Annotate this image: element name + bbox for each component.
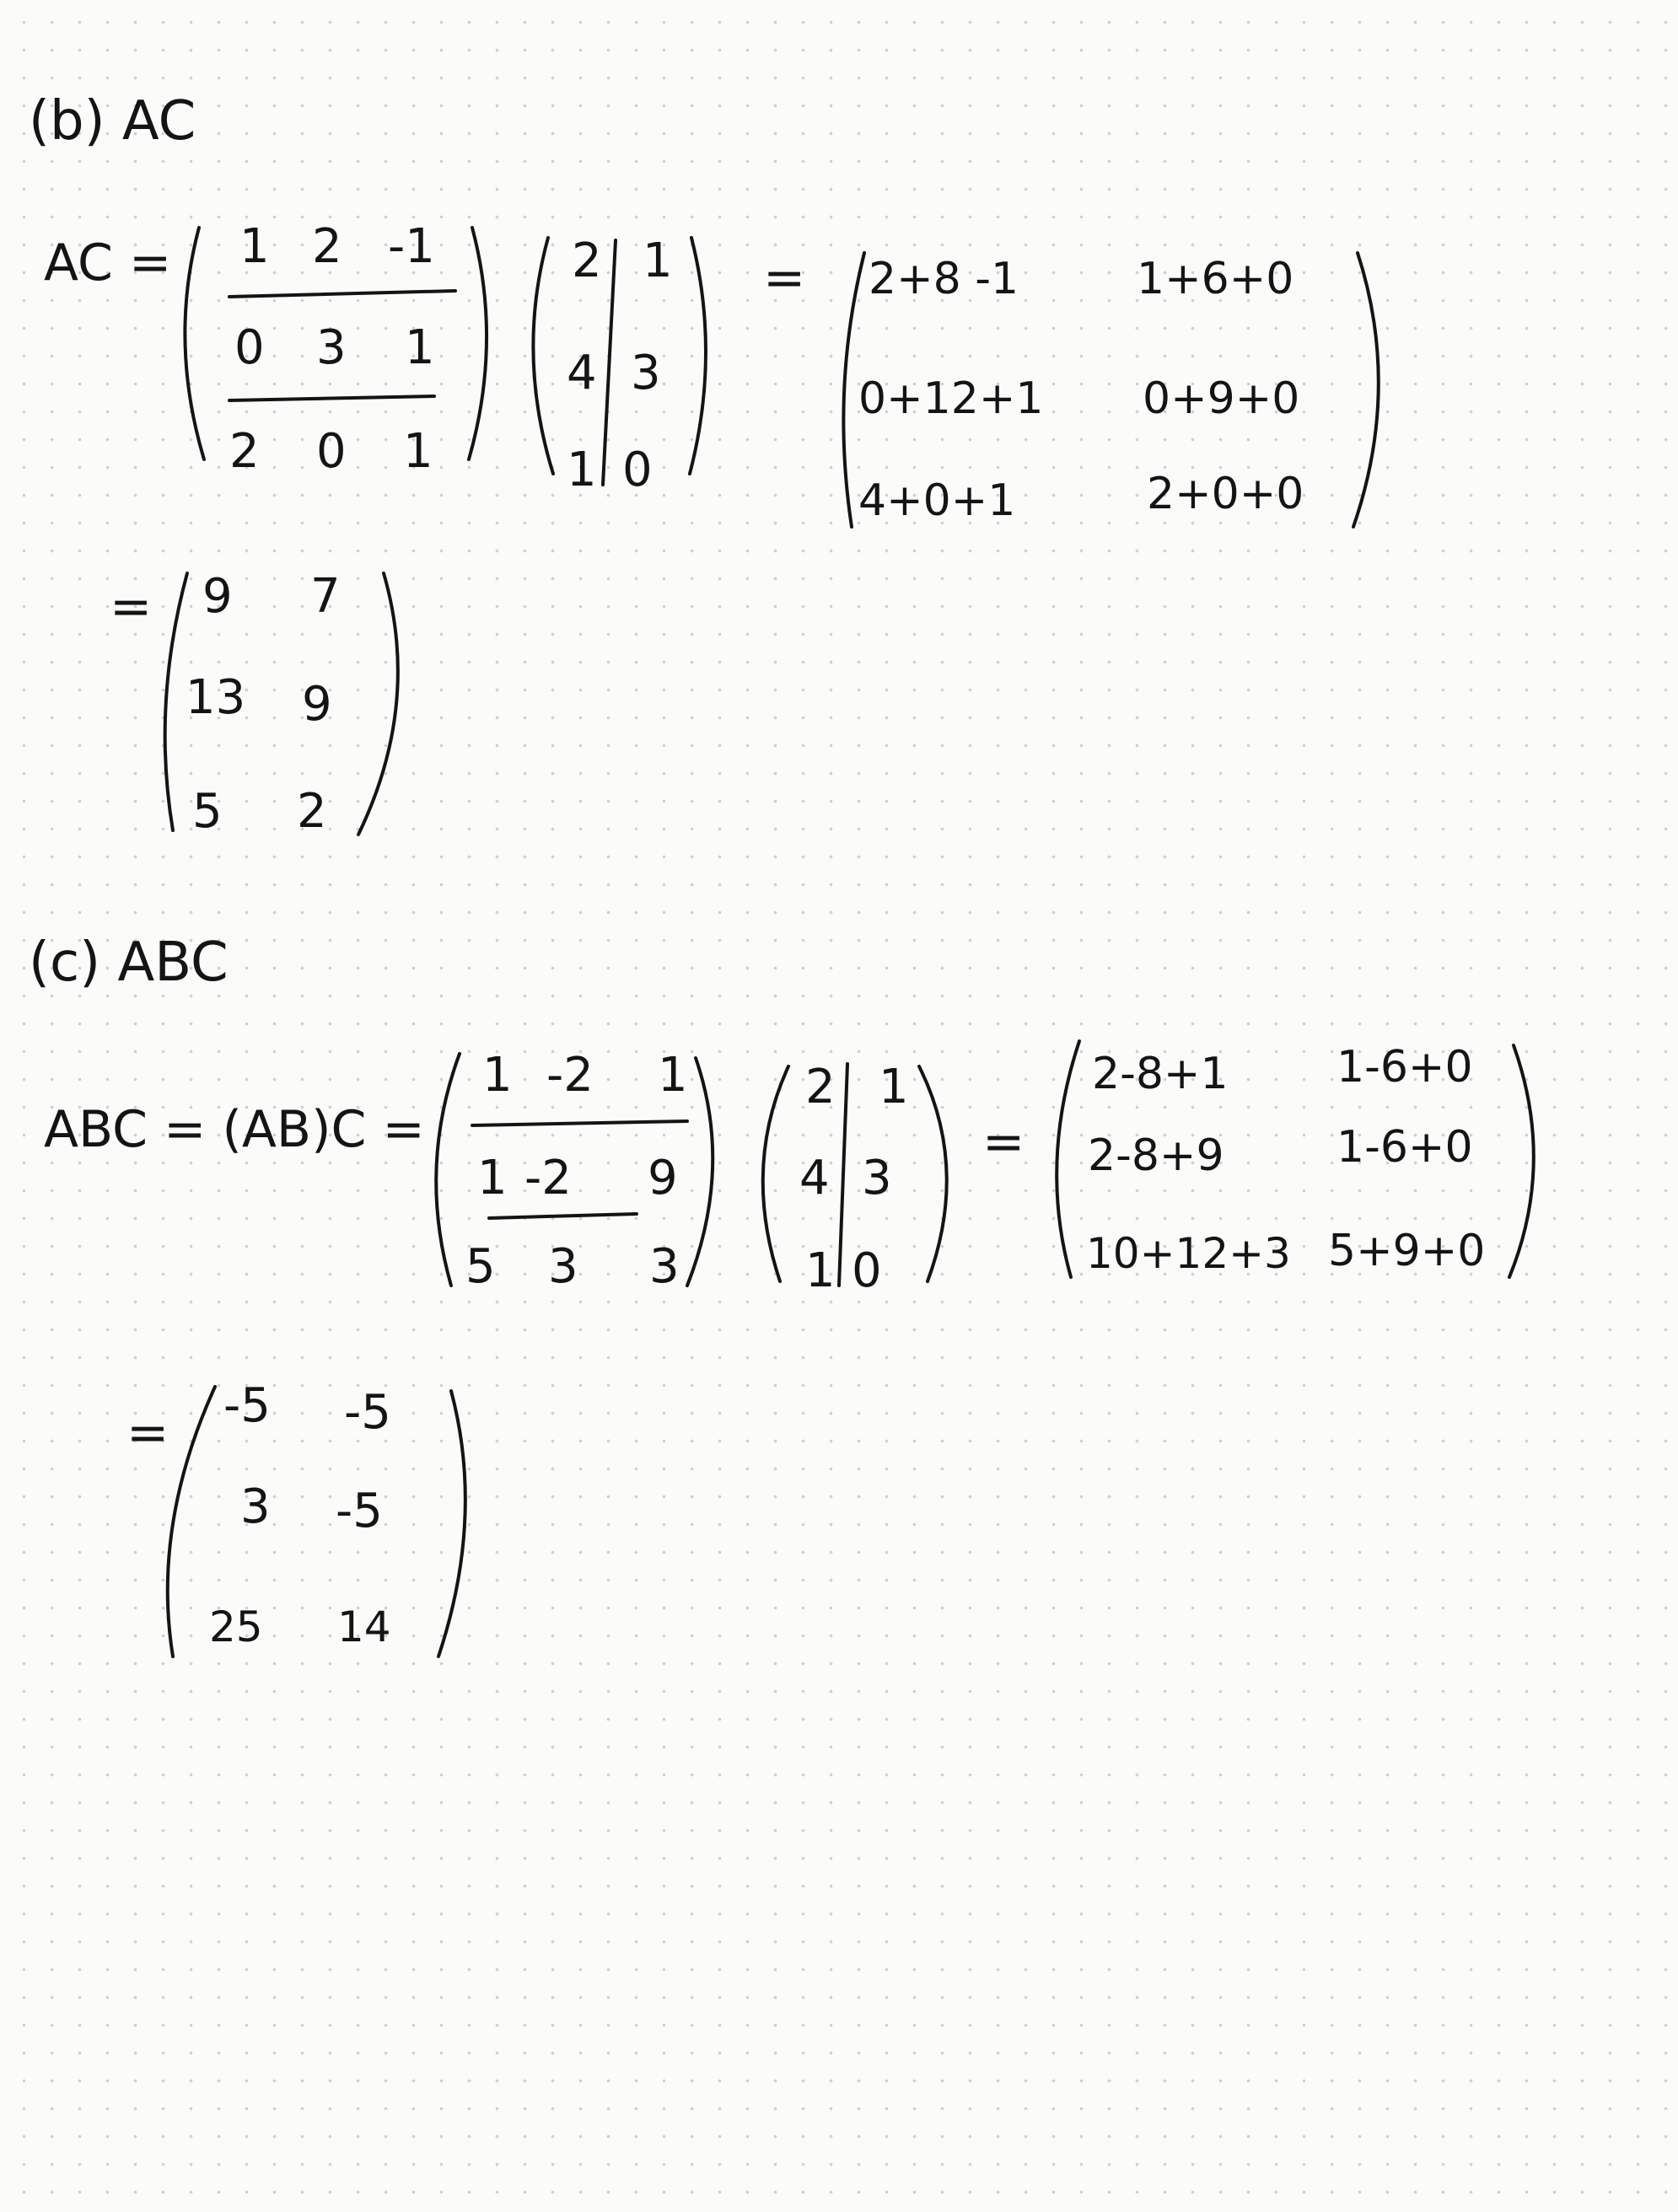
expansion-cell: 0+9+0 <box>1143 373 1300 424</box>
matrix-a-cell: 0 <box>234 320 265 375</box>
result-right-bracket <box>358 573 398 835</box>
matrix-ab-cell: 1 <box>658 1048 688 1103</box>
expansion-right-bracket <box>1509 1045 1534 1277</box>
matrix-a-cell: 1 <box>239 219 270 274</box>
result-cell: 7 <box>310 569 341 624</box>
matrix-a-cell: 2 <box>229 424 260 479</box>
expansion-cell: 10+12+3 <box>1086 1229 1291 1278</box>
equals-sign: = <box>763 249 806 308</box>
matrix-c-left-bracket <box>533 238 553 474</box>
expansion-cell: 0+12+1 <box>858 373 1044 424</box>
expansion-left-bracket <box>1057 1041 1079 1277</box>
matrix-c-cell: 0 <box>852 1243 882 1298</box>
matrix-c-right-bracket <box>690 238 706 474</box>
expansion-cell: 2-8+1 <box>1092 1049 1229 1099</box>
expansion-cell: 1+6+0 <box>1137 254 1294 304</box>
matrix-c-cell: 2 <box>572 234 602 288</box>
matrix-a-cell: -1 <box>388 219 435 274</box>
matrix-ab-cell: 1 <box>482 1048 513 1103</box>
part-b-heading: (b) AC <box>29 90 196 153</box>
result-cell: 13 <box>186 670 246 725</box>
part-b-lhs: AC = <box>44 234 172 293</box>
matrix-a-right-bracket <box>469 228 487 459</box>
matrix-c-left-bracket <box>763 1066 788 1281</box>
equals-sign: = <box>126 1404 169 1463</box>
result-cell: 3 <box>240 1479 271 1534</box>
matrix-a-row-separator <box>229 291 455 297</box>
matrix-ab-cell: 9 <box>648 1151 678 1205</box>
result-cell: 9 <box>202 569 233 624</box>
result-cell: -5 <box>336 1484 383 1538</box>
result-right-bracket <box>438 1391 465 1656</box>
matrix-ab-left-bracket <box>436 1054 460 1286</box>
matrix-c-cell: 0 <box>622 443 653 497</box>
matrix-c-cell: 4 <box>799 1151 830 1205</box>
matrix-ab-cell: -2 <box>546 1048 594 1103</box>
matrix-c-column-divider <box>603 240 616 485</box>
matrix-c-cell: 3 <box>631 346 661 400</box>
matrix-a-cell: 1 <box>405 320 435 375</box>
matrix-c-cell: 1 <box>805 1243 836 1298</box>
matrix-c-column-divider <box>839 1064 847 1286</box>
matrix-a-left-bracket <box>185 228 204 459</box>
matrix-a-cell: 0 <box>316 424 347 479</box>
result-cell: 5 <box>192 784 223 839</box>
result-cell: -5 <box>223 1378 271 1433</box>
matrix-a-cell: 1 <box>403 424 433 479</box>
expansion-right-bracket <box>1353 253 1379 527</box>
matrix-c-cell: 2 <box>805 1060 836 1114</box>
expansion-cell: 2+0+0 <box>1147 469 1304 519</box>
matrix-ab-cell: -2 <box>524 1151 572 1205</box>
matrix-c-cell: 1 <box>567 443 597 497</box>
matrix-ab-cell: 3 <box>548 1239 578 1294</box>
expansion-cell: 5+9+0 <box>1328 1226 1486 1276</box>
matrix-c-cell: 1 <box>879 1060 909 1114</box>
matrix-ab-cell: 1 <box>477 1151 508 1205</box>
part-c-lhs: ABC = (AB)C = <box>44 1100 425 1159</box>
matrix-c-right-bracket <box>919 1066 947 1281</box>
expansion-cell: 2-8+9 <box>1088 1130 1224 1181</box>
result-cell: 2 <box>297 784 327 839</box>
matrix-ab-cell: 3 <box>649 1239 680 1294</box>
equals-sign: = <box>982 1113 1025 1172</box>
result-cell: 9 <box>302 677 332 732</box>
expansion-cell: 1-6+0 <box>1336 1042 1473 1093</box>
matrix-ab-row-separator <box>472 1121 687 1125</box>
matrix-c-cell: 4 <box>567 346 597 400</box>
result-cell: 14 <box>337 1603 391 1651</box>
part-c-heading: (c) ABC <box>29 932 229 994</box>
matrix-ab-row-separator <box>489 1214 637 1218</box>
expansion-cell: 2+8 -1 <box>869 254 1019 304</box>
result-cell: -5 <box>344 1385 391 1440</box>
result-left-bracket <box>165 573 187 830</box>
matrix-ab-cell: 5 <box>465 1239 496 1294</box>
matrix-a-cell: 2 <box>312 219 342 274</box>
equals-sign: = <box>110 577 153 636</box>
expansion-cell: 4+0+1 <box>858 475 1016 526</box>
expansion-cell: 1-6+0 <box>1336 1122 1473 1173</box>
matrix-ab-right-bracket <box>687 1058 713 1286</box>
matrix-a-row-separator <box>229 396 434 400</box>
matrix-c-cell: 1 <box>643 234 673 288</box>
matrix-a-cell: 3 <box>316 320 347 375</box>
result-left-bracket <box>168 1387 215 1656</box>
matrix-c-cell: 3 <box>862 1151 892 1205</box>
result-cell: 25 <box>209 1603 263 1651</box>
